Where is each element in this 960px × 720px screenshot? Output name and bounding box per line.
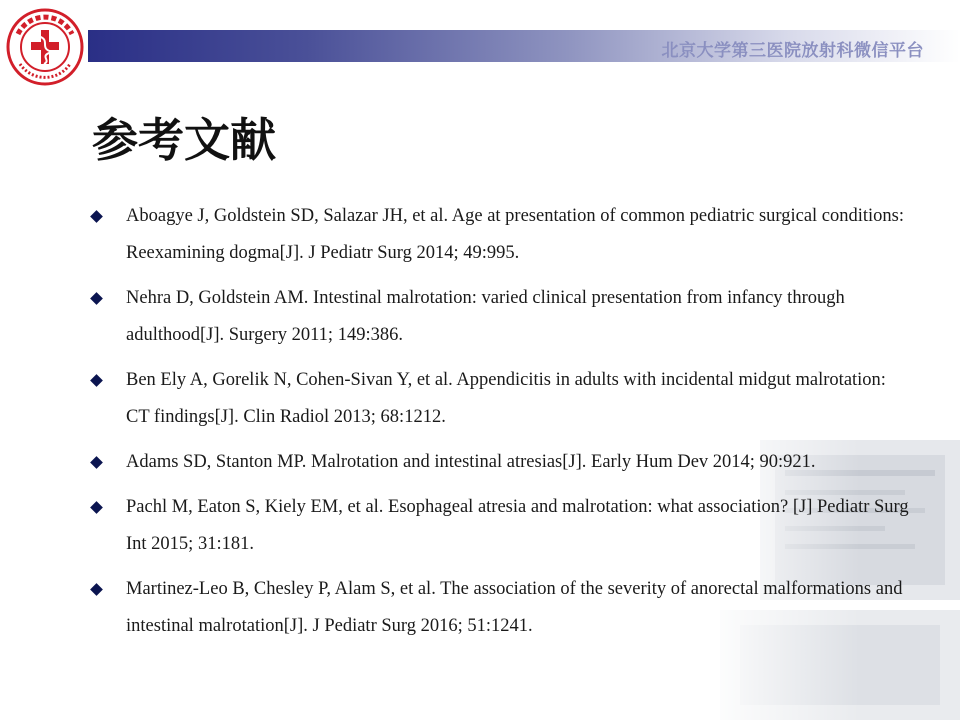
diamond-bullet-icon: [90, 210, 103, 223]
reference-text: Pachl M, Eaton S, Kiely EM, et al. Esophageal atresia and malrotation: what association? [J] Pediatr Surg Int 2015; 31:181.: [126, 497, 909, 554]
diamond-bullet-icon: [90, 583, 103, 596]
diamond-bullet-icon: [90, 456, 103, 469]
reference-item: [90, 362, 910, 436]
reference-item: [90, 444, 910, 481]
reference-item: [90, 198, 910, 272]
diamond-bullet-icon: [90, 501, 103, 514]
hospital-logo: [4, 6, 86, 88]
reference-item: [90, 571, 910, 645]
header-title: 北京大学第三医院放射科微信平台: [661, 41, 924, 61]
reference-list: [90, 198, 910, 653]
reference-item: [90, 489, 910, 563]
reference-item: [90, 280, 910, 354]
reference-text: Aboagye J, Goldstein SD, Salazar JH, et al. Age at presentation of common pediatric surgical conditions: Reexamining dogma[J]. J Pediatr Surg 2014; 49:995.: [126, 206, 905, 263]
peking-university-third-hospital-seal-icon: [4, 6, 86, 88]
reference-text: Ben Ely A, Gorelik N, Cohen-Sivan Y, et al. Appendicitis in adults with incidental midgut malrotation: CT findings[J]. Clin Radiol 2013; 68:1212.: [126, 370, 886, 427]
diamond-bullet-icon: [90, 374, 103, 387]
reference-text: Nehra D, Goldstein AM. Intestinal malrotation: varied clinical presentation from infancy through adulthood[J]. Surgery 2011; 149:386.: [126, 288, 845, 345]
reference-text: Martinez-Leo B, Chesley P, Alam S, et al. The association of the severity of anorectal malformations and intestinal malrotation[J]. J Pediatr Surg 2016; 51:1241.: [126, 579, 903, 636]
diamond-bullet-icon: [90, 292, 103, 305]
page-title: 参考文献: [92, 113, 276, 167]
reference-text: Adams SD, Stanton MP. Malrotation and intestinal atresias[J]. Early Hum Dev 2014; 90:921.: [126, 452, 816, 472]
